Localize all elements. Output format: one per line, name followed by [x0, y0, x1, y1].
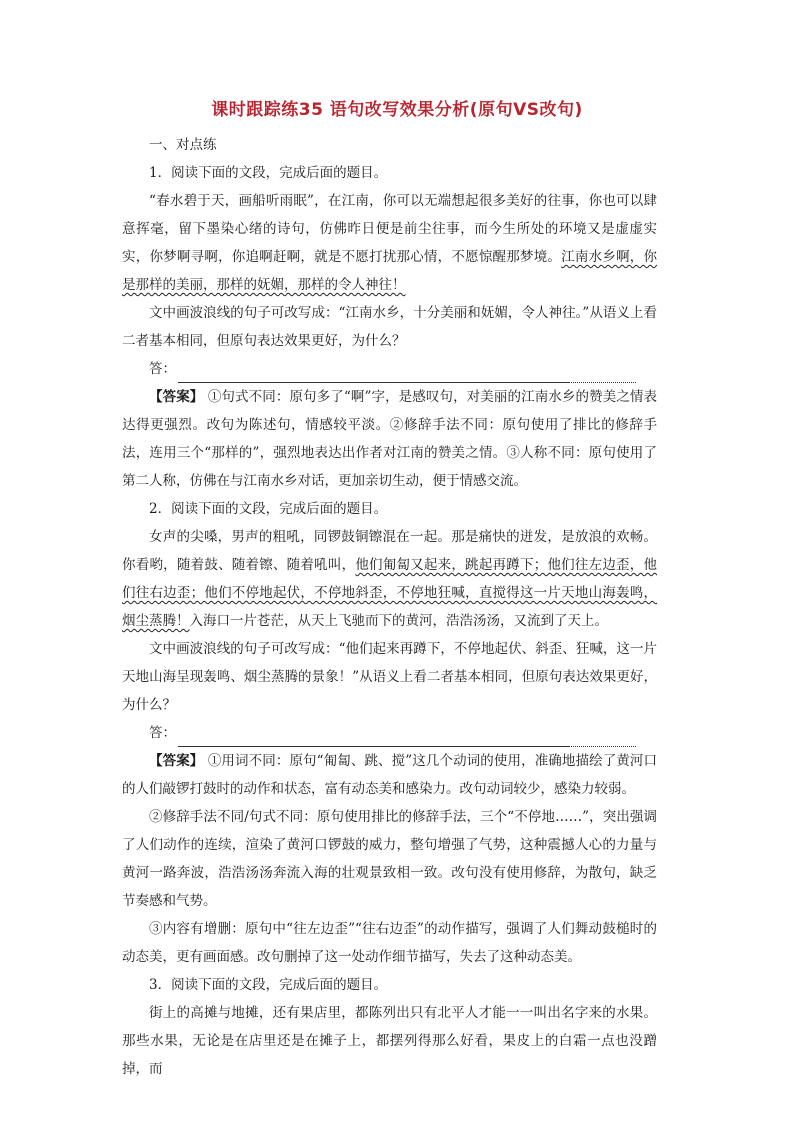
wavy-underlined-sentence: 他们匍匐又起来，跳起再蹲下；他们往左边歪，他们往右边歪；他们不停地起伏，不停地斜歪，不停地狂喊，直搅得这一片天地山海轰鸣，烟尘蒸腾！: [122, 557, 658, 629]
question-2-answer-part-2: ②修辞手法不同/句式不同：原句使用排比的修辞手法，三个“不停地……”，突出强调了人们动作的连续，渲染了黄河口锣鼓的威力，整句增强了气势，这种震撼人心的力量与黄河一路奔波，浩浩汤汤奔流入海的壮观景致相一致。改句没有使用修辞，为散句，缺乏节奏感和气势。: [122, 809, 657, 909]
question-1-heading: 1．阅读下面的文段，完成后面的题目。: [149, 165, 388, 181]
question-1-answer: [122, 383, 657, 495]
passage-text: 女声的尖嗓，男声的粗吼，同锣鼓铜镲混在一起。那是痛快的迸发，是放浪的欢畅。你看哟，随着鼓、随着镲、随着吼叫，: [122, 529, 657, 573]
answer-text: ①句式不同：原句多了“啊”字，是感叹句，对美丽的江南水乡的赞美之情表达得更强烈。改句为陈述句，情感较平淡。②修辞手法不同：原句使用了排比的修辞手法，连用三个“那样的”，强烈地表达出作者对江南的赞美之情。③人称不同：原句使用了第二人称，仿佛在与江南水乡对话，更加亲切生动，便于情感交流。: [122, 389, 658, 489]
answer-text: ①用词不同：原句“匍匐、跳、搅”这几个动词的使用，准确地描绘了黄河口的人们敲锣打鼓时的动作和状态，富有动态美和感染力。改句动词较少，感染力较弱。: [122, 753, 658, 797]
answer-line[interactable]: [122, 355, 657, 383]
answer-blank-dotted: [568, 365, 636, 383]
answer-tag: 【答案】: [149, 389, 204, 405]
section-heading: 一、对点练: [149, 137, 217, 153]
question-1-prompt: 文中画波浪线的句子可改写成：“江南水乡，十分美丽和妩媚，令人神往。”从语义上看二者基本相同，但原句表达效果更好，为什么？: [122, 305, 657, 349]
question-2-answer: [122, 747, 657, 803]
question-1-passage: [122, 187, 657, 299]
answer-blank[interactable]: [178, 729, 568, 747]
answer-label: 答：: [149, 361, 176, 377]
question-2-heading: 2．阅读下面的文段，完成后面的题目。: [149, 501, 388, 517]
question-2-prompt: 文中画波浪线的句子可改写成：“他们起来再蹲下，不停地起伏、斜歪、狂喊，这一片天地山海呈现轰鸣、烟尘蒸腾的景象！”从语义上看二者基本相同，但原句表达效果更好，为什么？: [122, 641, 657, 713]
answer-tag: 【答案】: [149, 753, 204, 769]
answer-blank-dotted: [568, 729, 636, 747]
question-3-heading: 3．阅读下面的文段，完成后面的题目。: [149, 977, 388, 993]
page-title: 课时跟踪练35 语句改写效果分析(原句VS改句): [211, 100, 583, 120]
answer-line[interactable]: [122, 719, 657, 747]
document-body: [122, 131, 657, 1083]
question-2-passage: [122, 523, 657, 635]
passage-text: 入海口一片苍茫，从天上飞驰而下的黄河，浩浩汤汤，又流到了天上。: [189, 613, 608, 629]
question-3-passage: 街上的高摊与地摊，还有果店里，都陈列出只有北平人才能一一叫出名字来的水果。那些水果，无论是在店里还是在摊子上，都摆列得那么好看，果皮上的白霜一点也没蹭掉，而: [122, 1005, 657, 1077]
answer-label: 答：: [149, 725, 176, 741]
passage-text: “春水碧于天，画船听雨眠”，在江南，你可以无端想起很多美好的往事，你也可以肆意挥毫，留下墨染心绪的诗句，仿佛昨日便是前尘往事，而今生所处的环境又是虚虚实实，你梦啊寻啊，你追啊赶啊，就是不愿打扰那心情，不愿惊醒那梦境。: [122, 193, 657, 265]
wavy-underlined-sentence: 江南水乡啊，你是那样的美丽，那样的妩媚，那样的令人神往！: [122, 249, 658, 293]
question-2-answer-part-3: ③内容有增删：原句中“往左边歪”“往右边歪”的动作描写，强调了人们舞动鼓槌时的动态美，更有画面感。改句删掉了这一处动作细节描写，失去了这种动态美。: [122, 921, 657, 965]
answer-blank[interactable]: [178, 365, 568, 383]
